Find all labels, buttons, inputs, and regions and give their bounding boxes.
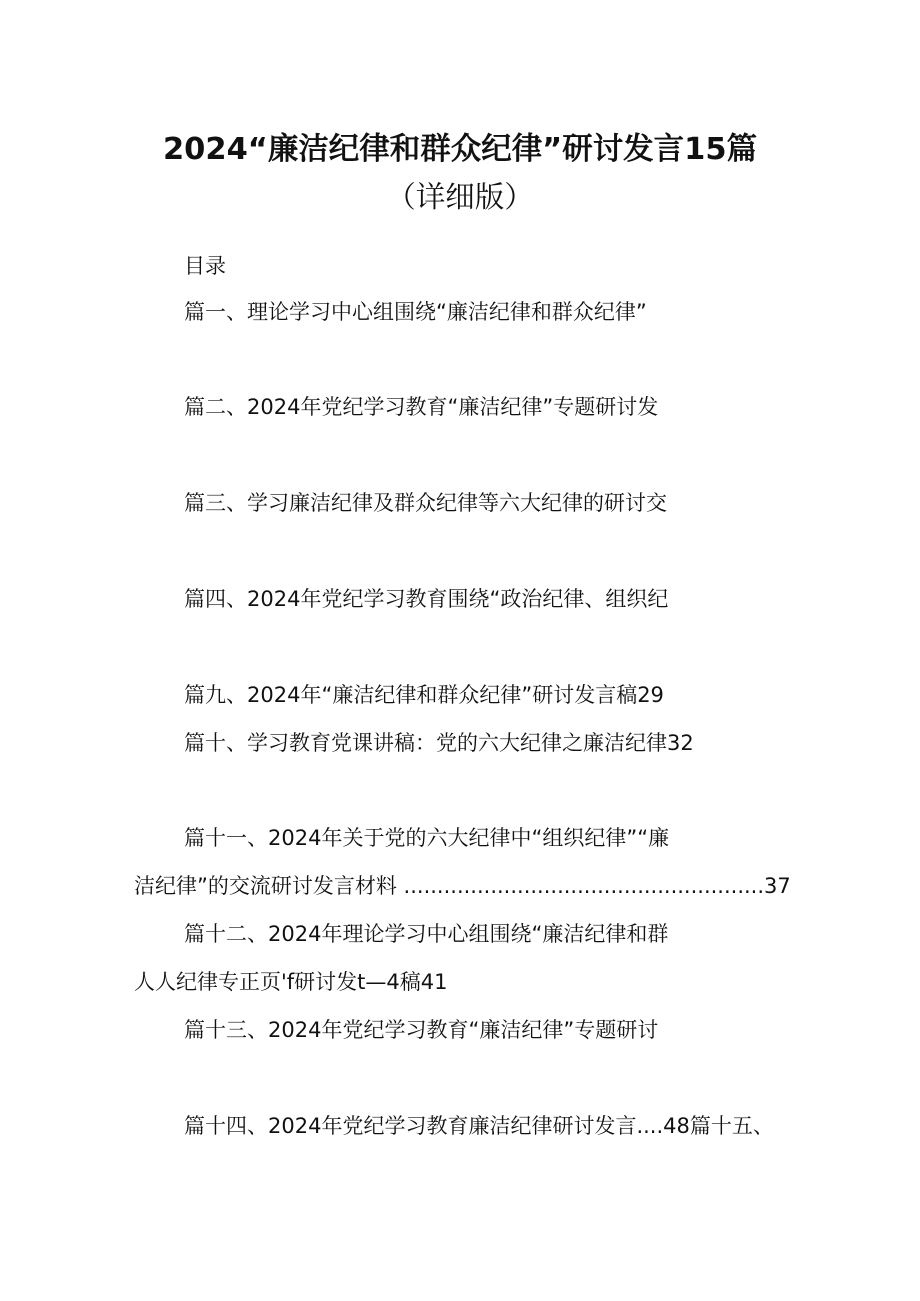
document-title: 2024“廉洁纪律和群众纪律”研讨发言15篇	[162, 132, 758, 167]
toc-entry-14: 篇十四、2024年党纪学习教育廉洁纪律研讨发言....48篇十五、	[184, 1114, 774, 1138]
toc-entry-10: 篇十、学习教育党课讲稿：党的六大纪律之廉洁纪律32	[184, 731, 694, 755]
toc-heading: 目录	[184, 254, 226, 278]
toc-entry-1: 篇一、理论学习中心组围绕“廉洁纪律和群众纪律”	[184, 300, 647, 324]
toc-entry-2: 篇二、2024年党纪学习教育“廉洁纪律”专题研讨发	[184, 395, 659, 419]
toc-entry-9: 篇九、2024年“廉洁纪律和群众纪律”研讨发言稿29	[184, 683, 664, 707]
toc-entry-12: 篇十二、2024年理论学习中心组围绕“廉洁纪律和群	[184, 922, 669, 946]
toc-entry-12-cont: 人人纪律专正页'f研讨发t—4稿41	[134, 970, 448, 994]
toc-entry-13: 篇十三、2024年党纪学习教育“廉洁纪律”专题研讨	[184, 1018, 659, 1042]
toc-entry-11: 篇十一、2024年关于党的六大纪律中“组织纪律”“廉	[184, 826, 670, 850]
toc-entry-3: 篇三、学习廉洁纪律及群众纪律等六大纪律的研讨交	[184, 491, 667, 515]
document-subtitle: （详细版）	[386, 180, 534, 214]
toc-entry-4: 篇四、2024年党纪学习教育围绕“政治纪律、组织纪	[184, 587, 669, 611]
toc-entry-11-cont: 洁纪律”的交流研讨发言材料 ......................................................37	[134, 874, 791, 898]
